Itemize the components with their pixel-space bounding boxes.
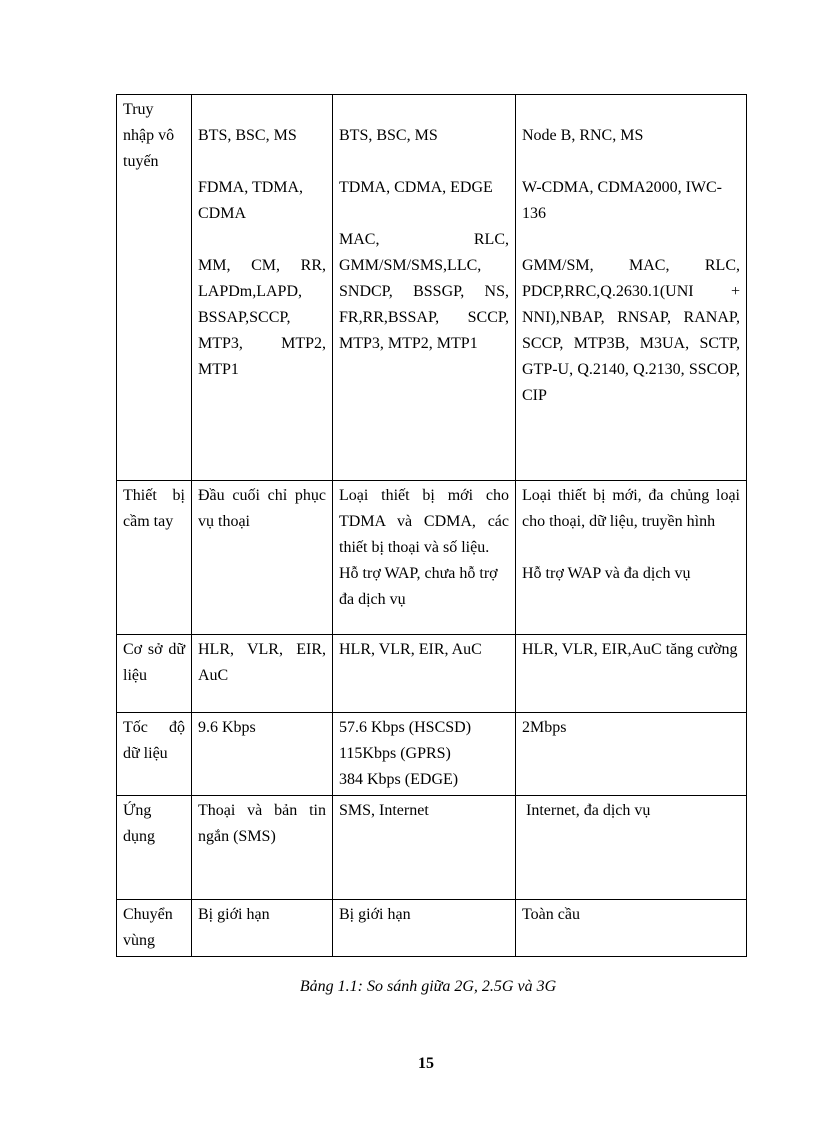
- table-row: [117, 796, 747, 900]
- cell-2-5g: Bị giới hạn: [333, 900, 516, 957]
- row-label: Truy nhập vô tuyến: [117, 95, 192, 481]
- cell-3g: HLR, VLR, EIR,AuC tăng cường: [516, 635, 747, 713]
- table-row: [117, 95, 747, 481]
- cell-2g: Bị giới hạn: [192, 900, 333, 957]
- cell-text: GMM/SM, MAC, RLC, PDCP,RRC,Q.2630.1(UNI + NNI),NBAP, RNSAP, RANAP, SCCP, MTP3B, M3UA, SCTP, GTP-U, Q.2140, Q.2130, SSCOP, CIP: [522, 257, 740, 404]
- cell-text: 115Kbps (GPRS): [339, 745, 451, 762]
- cell-3g: Internet, đa dịch vụ: [516, 796, 747, 900]
- cell-3g: 2Mbps: [516, 713, 747, 796]
- cell-text: Hỗ trợ WAP và đa dịch vụ: [522, 565, 691, 582]
- cell-text: MAC, RLC, GMM/SM/SMS,LLC, SNDCP, BSSGP, NS, FR,RR,BSSAP, SCCP, MTP3, MTP2, MTP1: [339, 231, 509, 352]
- comparison-table: [116, 94, 747, 957]
- cell-text: BTS, BSC, MS: [339, 127, 438, 144]
- cell-2-5g: SMS, Internet: [333, 796, 516, 900]
- cell-text: BTS, BSC, MS: [198, 127, 297, 144]
- cell-2g: HLR, VLR, EIR, AuC: [192, 635, 333, 713]
- row-label: Thiết bị cầm tay: [117, 481, 192, 635]
- cell-3g: Toàn cầu: [516, 900, 747, 957]
- cell-text: W-CDMA, CDMA2000, IWC-136: [522, 179, 722, 222]
- cell-2-5g: HLR, VLR, EIR, AuC: [333, 635, 516, 713]
- cell-text: 384 Kbps (EDGE): [339, 771, 459, 788]
- table-caption: Bảng 1.1: So sánh giữa 2G, 2.5G và 3G: [299, 978, 557, 995]
- cell-2g: [192, 95, 333, 481]
- cell-text: Đầu cuối chỉ phục vụ thoại: [198, 487, 326, 530]
- cell-text: Loại thiết bị mới cho TDMA và CDMA, các thiết bị thoại và số liệu.: [339, 487, 509, 556]
- row-label: Ứng dụng: [117, 796, 192, 900]
- cell-2g: 9.6 Kbps: [192, 713, 333, 796]
- cell-2-5g: [333, 95, 516, 481]
- cell-2-5g: [333, 713, 516, 796]
- row-label: Chuyển vùng: [117, 900, 192, 957]
- cell-text: TDMA, CDMA, EDGE: [339, 179, 493, 196]
- cell-text: Node B, RNC, MS: [522, 127, 644, 144]
- page-number: 15: [418, 1055, 434, 1072]
- cell-text: FDMA, TDMA, CDMA: [198, 179, 304, 222]
- cell-text: MM, CM, RR, LAPDm,LAPD, BSSAP,SCCP, MTP3, MTP2, MTP1: [198, 257, 326, 378]
- table-row: [117, 900, 747, 957]
- cell-2g: [192, 481, 333, 635]
- cell-text: 57.6 Kbps (HSCSD): [339, 719, 472, 736]
- table-row: [117, 713, 747, 796]
- cell-2-5g: [333, 481, 516, 635]
- cell-3g: [516, 481, 747, 635]
- cell-text: Loại thiết bị mới, đa chủng loại cho thoại, dữ liệu, truyền hình: [522, 487, 740, 530]
- cell-text: Hỗ trợ WAP, chưa hỗ trợ đa dịch vụ: [339, 565, 498, 608]
- row-label: Cơ sở dữ liệu: [117, 635, 192, 713]
- table-row: [117, 481, 747, 635]
- table-row: [117, 635, 747, 713]
- row-label: Tốc độ dữ liệu: [117, 713, 192, 796]
- cell-3g: [516, 95, 747, 481]
- cell-2g: Thoại và bản tin ngắn (SMS): [192, 796, 333, 900]
